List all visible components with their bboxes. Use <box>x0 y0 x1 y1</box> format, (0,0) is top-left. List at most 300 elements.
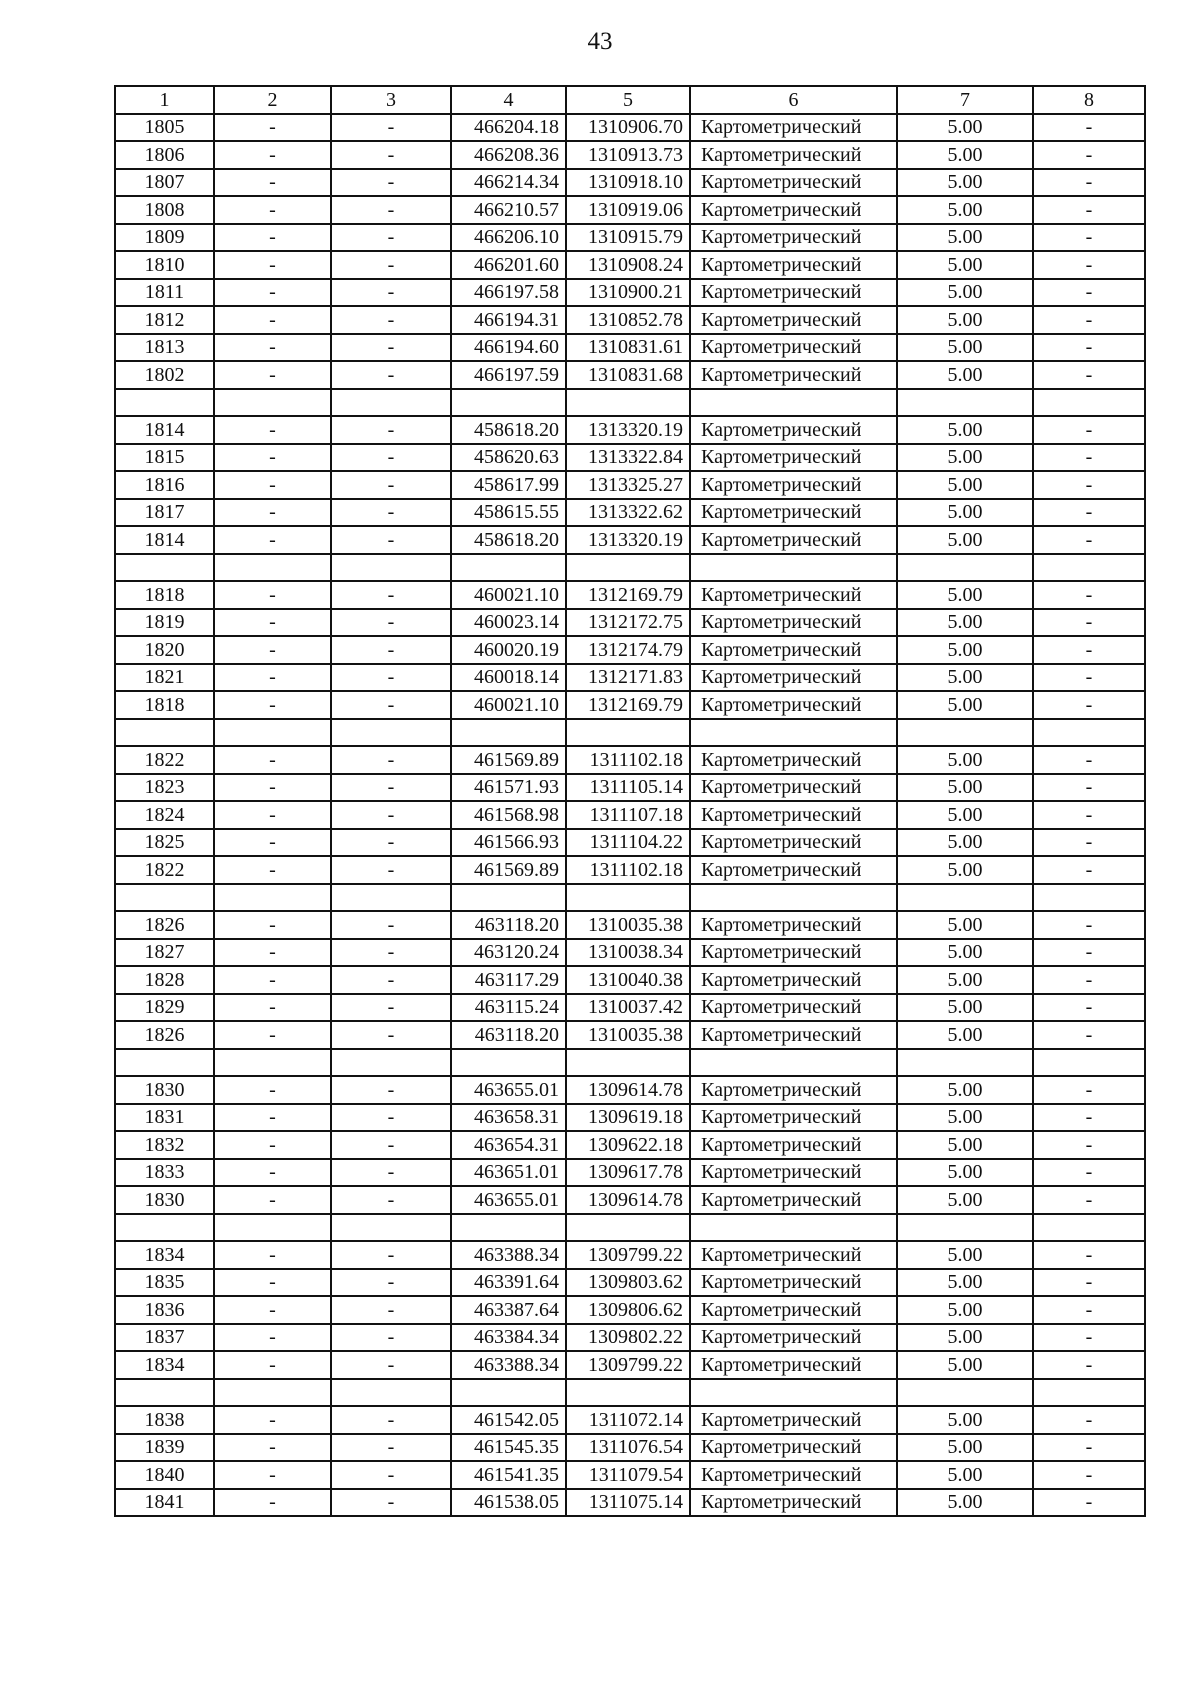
table-row <box>115 1406 1145 1434</box>
table-row <box>115 114 1145 142</box>
method-cell: Картометрический <box>690 141 897 169</box>
method-cell: Картометрический <box>690 1269 897 1297</box>
table-row <box>115 911 1145 939</box>
col8-cell: - <box>1033 416 1145 444</box>
col8-cell: - <box>1033 994 1145 1022</box>
method-cell: Картометрический <box>690 911 897 939</box>
y-coordinate-cell: 1311105.14 <box>566 774 690 802</box>
empty-cell <box>451 1049 566 1077</box>
col2-cell: - <box>214 499 331 527</box>
col3-cell: - <box>331 1489 451 1517</box>
x-coordinate-cell: 458618.20 <box>451 526 566 554</box>
table-row <box>115 581 1145 609</box>
method-cell: Картометрический <box>690 499 897 527</box>
x-coordinate-cell: 466197.59 <box>451 361 566 389</box>
table-row <box>115 499 1145 527</box>
table-row <box>115 526 1145 554</box>
accuracy-cell: 5.00 <box>897 829 1033 857</box>
method-cell: Картометрический <box>690 609 897 637</box>
col2-cell: - <box>214 1489 331 1517</box>
accuracy-cell: 5.00 <box>897 1159 1033 1187</box>
col8-cell: - <box>1033 1489 1145 1517</box>
point-number-cell: 1830 <box>115 1076 214 1104</box>
x-coordinate-cell: 460021.10 <box>451 691 566 719</box>
point-number-cell: 1815 <box>115 444 214 472</box>
method-cell: Картометрический <box>690 1324 897 1352</box>
separator-row <box>115 1379 1145 1407</box>
table-row <box>115 1021 1145 1049</box>
separator-row <box>115 554 1145 582</box>
y-coordinate-cell: 1309802.22 <box>566 1324 690 1352</box>
y-coordinate-cell: 1311107.18 <box>566 801 690 829</box>
col3-cell: - <box>331 1461 451 1489</box>
table-row <box>115 306 1145 334</box>
y-coordinate-cell: 1309614.78 <box>566 1076 690 1104</box>
method-cell: Картометрический <box>690 1489 897 1517</box>
method-cell: Картометрический <box>690 1021 897 1049</box>
point-number-cell: 1829 <box>115 994 214 1022</box>
col2-cell: - <box>214 994 331 1022</box>
coordinates-table <box>114 85 1146 1517</box>
empty-cell <box>1033 884 1145 912</box>
accuracy-cell: 5.00 <box>897 1076 1033 1104</box>
col3-cell: - <box>331 856 451 884</box>
point-number-cell: 1839 <box>115 1434 214 1462</box>
table-row <box>115 471 1145 499</box>
empty-cell <box>566 389 690 417</box>
x-coordinate-cell: 463115.24 <box>451 994 566 1022</box>
empty-cell <box>451 1379 566 1407</box>
table-row <box>115 196 1145 224</box>
col2-cell: - <box>214 911 331 939</box>
x-coordinate-cell: 466208.36 <box>451 141 566 169</box>
col8-cell: - <box>1033 939 1145 967</box>
y-coordinate-cell: 1309806.62 <box>566 1296 690 1324</box>
col8-cell: - <box>1033 691 1145 719</box>
method-cell: Картометрический <box>690 774 897 802</box>
y-coordinate-cell: 1311102.18 <box>566 856 690 884</box>
y-coordinate-cell: 1310040.38 <box>566 966 690 994</box>
col3-cell: - <box>331 279 451 307</box>
empty-cell <box>566 884 690 912</box>
x-coordinate-cell: 461545.35 <box>451 1434 566 1462</box>
method-cell: Картометрический <box>690 636 897 664</box>
col3-cell: - <box>331 636 451 664</box>
col3-cell: - <box>331 1021 451 1049</box>
method-cell: Картометрический <box>690 1351 897 1379</box>
empty-cell <box>897 884 1033 912</box>
accuracy-cell: 5.00 <box>897 994 1033 1022</box>
y-coordinate-cell: 1310919.06 <box>566 196 690 224</box>
accuracy-cell: 5.00 <box>897 774 1033 802</box>
x-coordinate-cell: 458618.20 <box>451 416 566 444</box>
table-row <box>115 994 1145 1022</box>
method-cell: Картометрический <box>690 471 897 499</box>
point-number-cell: 1802 <box>115 361 214 389</box>
col8-cell: - <box>1033 746 1145 774</box>
accuracy-cell: 5.00 <box>897 1406 1033 1434</box>
y-coordinate-cell: 1310035.38 <box>566 911 690 939</box>
col3-cell: - <box>331 691 451 719</box>
table-row <box>115 801 1145 829</box>
accuracy-cell: 5.00 <box>897 939 1033 967</box>
point-number-cell: 1822 <box>115 856 214 884</box>
y-coordinate-cell: 1310915.79 <box>566 224 690 252</box>
col8-cell: - <box>1033 829 1145 857</box>
point-number-cell: 1834 <box>115 1351 214 1379</box>
y-coordinate-cell: 1309619.18 <box>566 1104 690 1132</box>
empty-cell <box>331 884 451 912</box>
method-cell: Картометрический <box>690 1076 897 1104</box>
col8-cell: - <box>1033 1076 1145 1104</box>
col3-cell: - <box>331 1406 451 1434</box>
x-coordinate-cell: 461569.89 <box>451 746 566 774</box>
empty-cell <box>897 389 1033 417</box>
table-row <box>115 1324 1145 1352</box>
x-coordinate-cell: 466197.58 <box>451 279 566 307</box>
x-coordinate-cell: 463655.01 <box>451 1076 566 1104</box>
x-coordinate-cell: 463655.01 <box>451 1186 566 1214</box>
col2-cell: - <box>214 169 331 197</box>
col3-cell: - <box>331 1186 451 1214</box>
point-number-cell: 1818 <box>115 581 214 609</box>
point-number-cell: 1836 <box>115 1296 214 1324</box>
column-header-3: 3 <box>331 86 451 114</box>
point-number-cell: 1814 <box>115 416 214 444</box>
point-number-cell: 1826 <box>115 911 214 939</box>
method-cell: Картометрический <box>690 939 897 967</box>
point-number-cell: 1840 <box>115 1461 214 1489</box>
empty-cell <box>690 884 897 912</box>
column-header-6: 6 <box>690 86 897 114</box>
accuracy-cell: 5.00 <box>897 416 1033 444</box>
method-cell: Картометрический <box>690 1296 897 1324</box>
col2-cell: - <box>214 1076 331 1104</box>
empty-cell <box>1033 554 1145 582</box>
y-coordinate-cell: 1312169.79 <box>566 691 690 719</box>
point-number-cell: 1831 <box>115 1104 214 1132</box>
accuracy-cell: 5.00 <box>897 251 1033 279</box>
accuracy-cell: 5.00 <box>897 1131 1033 1159</box>
method-cell: Картометрический <box>690 251 897 279</box>
col3-cell: - <box>331 196 451 224</box>
x-coordinate-cell: 460018.14 <box>451 664 566 692</box>
y-coordinate-cell: 1310906.70 <box>566 114 690 142</box>
accuracy-cell: 5.00 <box>897 911 1033 939</box>
y-coordinate-cell: 1309803.62 <box>566 1269 690 1297</box>
col3-cell: - <box>331 114 451 142</box>
accuracy-cell: 5.00 <box>897 609 1033 637</box>
col8-cell: - <box>1033 609 1145 637</box>
col2-cell: - <box>214 361 331 389</box>
empty-cell <box>897 1214 1033 1242</box>
y-coordinate-cell: 1310038.34 <box>566 939 690 967</box>
method-cell: Картометрический <box>690 169 897 197</box>
col8-cell: - <box>1033 499 1145 527</box>
method-cell: Картометрический <box>690 1461 897 1489</box>
table-row <box>115 361 1145 389</box>
method-cell: Картометрический <box>690 306 897 334</box>
table-row <box>115 1241 1145 1269</box>
col2-cell: - <box>214 1406 331 1434</box>
col2-cell: - <box>214 1434 331 1462</box>
empty-cell <box>1033 1214 1145 1242</box>
point-number-cell: 1824 <box>115 801 214 829</box>
point-number-cell: 1825 <box>115 829 214 857</box>
col2-cell: - <box>214 691 331 719</box>
col3-cell: - <box>331 1076 451 1104</box>
col3-cell: - <box>331 774 451 802</box>
x-coordinate-cell: 460023.14 <box>451 609 566 637</box>
table-row <box>115 1104 1145 1132</box>
x-coordinate-cell: 463384.34 <box>451 1324 566 1352</box>
table-row <box>115 636 1145 664</box>
separator-row <box>115 1049 1145 1077</box>
method-cell: Картометрический <box>690 746 897 774</box>
y-coordinate-cell: 1310900.21 <box>566 279 690 307</box>
point-number-cell: 1809 <box>115 224 214 252</box>
col2-cell: - <box>214 416 331 444</box>
empty-cell <box>214 1214 331 1242</box>
x-coordinate-cell: 463118.20 <box>451 911 566 939</box>
col8-cell: - <box>1033 196 1145 224</box>
x-coordinate-cell: 463658.31 <box>451 1104 566 1132</box>
col2-cell: - <box>214 1131 331 1159</box>
point-number-cell: 1832 <box>115 1131 214 1159</box>
x-coordinate-cell: 463117.29 <box>451 966 566 994</box>
col8-cell: - <box>1033 966 1145 994</box>
col2-cell: - <box>214 1241 331 1269</box>
col2-cell: - <box>214 279 331 307</box>
col8-cell: - <box>1033 279 1145 307</box>
accuracy-cell: 5.00 <box>897 581 1033 609</box>
empty-cell <box>690 554 897 582</box>
method-cell: Картометрический <box>690 334 897 362</box>
col8-cell: - <box>1033 169 1145 197</box>
y-coordinate-cell: 1310831.68 <box>566 361 690 389</box>
point-number-cell: 1838 <box>115 1406 214 1434</box>
col3-cell: - <box>331 1131 451 1159</box>
accuracy-cell: 5.00 <box>897 224 1033 252</box>
col8-cell: - <box>1033 801 1145 829</box>
empty-cell <box>115 1214 214 1242</box>
table-row <box>115 1489 1145 1517</box>
col8-cell: - <box>1033 1021 1145 1049</box>
col8-cell: - <box>1033 1131 1145 1159</box>
table-row <box>115 334 1145 362</box>
y-coordinate-cell: 1309614.78 <box>566 1186 690 1214</box>
accuracy-cell: 5.00 <box>897 1461 1033 1489</box>
empty-cell <box>690 1214 897 1242</box>
col2-cell: - <box>214 801 331 829</box>
col3-cell: - <box>331 1269 451 1297</box>
empty-cell <box>897 554 1033 582</box>
empty-cell <box>331 1379 451 1407</box>
col8-cell: - <box>1033 1461 1145 1489</box>
separator-row <box>115 719 1145 747</box>
empty-cell <box>115 554 214 582</box>
x-coordinate-cell: 466194.60 <box>451 334 566 362</box>
method-cell: Картометрический <box>690 856 897 884</box>
col2-cell: - <box>214 1461 331 1489</box>
y-coordinate-cell: 1311072.14 <box>566 1406 690 1434</box>
col3-cell: - <box>331 499 451 527</box>
method-cell: Картометрический <box>690 801 897 829</box>
table-row <box>115 141 1145 169</box>
empty-cell <box>1033 1049 1145 1077</box>
point-number-cell: 1837 <box>115 1324 214 1352</box>
method-cell: Картометрический <box>690 361 897 389</box>
empty-cell <box>690 389 897 417</box>
empty-cell <box>690 1379 897 1407</box>
table-row <box>115 829 1145 857</box>
col3-cell: - <box>331 581 451 609</box>
point-number-cell: 1806 <box>115 141 214 169</box>
accuracy-cell: 5.00 <box>897 279 1033 307</box>
col3-cell: - <box>331 746 451 774</box>
column-header-7: 7 <box>897 86 1033 114</box>
x-coordinate-cell: 463118.20 <box>451 1021 566 1049</box>
accuracy-cell: 5.00 <box>897 334 1033 362</box>
col3-cell: - <box>331 1351 451 1379</box>
col3-cell: - <box>331 444 451 472</box>
x-coordinate-cell: 458617.99 <box>451 471 566 499</box>
accuracy-cell: 5.00 <box>897 499 1033 527</box>
method-cell: Картометрический <box>690 1186 897 1214</box>
table-row <box>115 1159 1145 1187</box>
accuracy-cell: 5.00 <box>897 1296 1033 1324</box>
col3-cell: - <box>331 526 451 554</box>
table-row <box>115 746 1145 774</box>
y-coordinate-cell: 1312172.75 <box>566 609 690 637</box>
method-cell: Картометрический <box>690 1434 897 1462</box>
col8-cell: - <box>1033 1104 1145 1132</box>
col2-cell: - <box>214 1324 331 1352</box>
col2-cell: - <box>214 636 331 664</box>
empty-cell <box>214 719 331 747</box>
y-coordinate-cell: 1311104.22 <box>566 829 690 857</box>
empty-cell <box>451 554 566 582</box>
col2-cell: - <box>214 444 331 472</box>
col2-cell: - <box>214 251 331 279</box>
empty-cell <box>115 1379 214 1407</box>
col2-cell: - <box>214 141 331 169</box>
table-row <box>115 279 1145 307</box>
empty-cell <box>566 1379 690 1407</box>
y-coordinate-cell: 1310852.78 <box>566 306 690 334</box>
y-coordinate-cell: 1313322.84 <box>566 444 690 472</box>
method-cell: Картометрический <box>690 1131 897 1159</box>
page-number: 43 <box>587 28 613 55</box>
point-number-cell: 1820 <box>115 636 214 664</box>
col3-cell: - <box>331 224 451 252</box>
x-coordinate-cell: 466194.31 <box>451 306 566 334</box>
col2-cell: - <box>214 581 331 609</box>
table-row <box>115 444 1145 472</box>
y-coordinate-cell: 1313322.62 <box>566 499 690 527</box>
point-number-cell: 1813 <box>115 334 214 362</box>
x-coordinate-cell: 461566.93 <box>451 829 566 857</box>
x-coordinate-cell: 466201.60 <box>451 251 566 279</box>
col8-cell: - <box>1033 1351 1145 1379</box>
col2-cell: - <box>214 1021 331 1049</box>
empty-cell <box>331 1214 451 1242</box>
accuracy-cell: 5.00 <box>897 444 1033 472</box>
col8-cell: - <box>1033 1186 1145 1214</box>
empty-cell <box>897 719 1033 747</box>
point-number-cell: 1819 <box>115 609 214 637</box>
col2-cell: - <box>214 774 331 802</box>
col3-cell: - <box>331 939 451 967</box>
column-header-5: 5 <box>566 86 690 114</box>
table-row <box>115 1461 1145 1489</box>
empty-cell <box>214 1379 331 1407</box>
col8-cell: - <box>1033 334 1145 362</box>
point-number-cell: 1830 <box>115 1186 214 1214</box>
x-coordinate-cell: 463388.34 <box>451 1241 566 1269</box>
accuracy-cell: 5.00 <box>897 1351 1033 1379</box>
table-row <box>115 856 1145 884</box>
method-cell: Картометрический <box>690 526 897 554</box>
col8-cell: - <box>1033 1406 1145 1434</box>
col2-cell: - <box>214 114 331 142</box>
table-row <box>115 609 1145 637</box>
method-cell: Картометрический <box>690 416 897 444</box>
col8-cell: - <box>1033 444 1145 472</box>
col3-cell: - <box>331 169 451 197</box>
col2-cell: - <box>214 966 331 994</box>
point-number-cell: 1822 <box>115 746 214 774</box>
point-number-cell: 1826 <box>115 1021 214 1049</box>
separator-row <box>115 389 1145 417</box>
table-row <box>115 1434 1145 1462</box>
col8-cell: - <box>1033 141 1145 169</box>
col3-cell: - <box>331 334 451 362</box>
accuracy-cell: 5.00 <box>897 636 1033 664</box>
x-coordinate-cell: 458615.55 <box>451 499 566 527</box>
col3-cell: - <box>331 416 451 444</box>
empty-cell <box>1033 719 1145 747</box>
accuracy-cell: 5.00 <box>897 801 1033 829</box>
separator-row <box>115 884 1145 912</box>
empty-cell <box>214 1049 331 1077</box>
col3-cell: - <box>331 664 451 692</box>
empty-cell <box>566 554 690 582</box>
y-coordinate-cell: 1313325.27 <box>566 471 690 499</box>
col2-cell: - <box>214 1104 331 1132</box>
point-number-cell: 1818 <box>115 691 214 719</box>
y-coordinate-cell: 1311102.18 <box>566 746 690 774</box>
y-coordinate-cell: 1311076.54 <box>566 1434 690 1462</box>
col8-cell: - <box>1033 306 1145 334</box>
col2-cell: - <box>214 1186 331 1214</box>
y-coordinate-cell: 1311075.14 <box>566 1489 690 1517</box>
x-coordinate-cell: 463651.01 <box>451 1159 566 1187</box>
table-row <box>115 664 1145 692</box>
accuracy-cell: 5.00 <box>897 856 1033 884</box>
point-number-cell: 1828 <box>115 966 214 994</box>
accuracy-cell: 5.00 <box>897 196 1033 224</box>
x-coordinate-cell: 461538.05 <box>451 1489 566 1517</box>
col3-cell: - <box>331 1159 451 1187</box>
col2-cell: - <box>214 1351 331 1379</box>
column-header-2: 2 <box>214 86 331 114</box>
y-coordinate-cell: 1313320.19 <box>566 416 690 444</box>
point-number-cell: 1814 <box>115 526 214 554</box>
accuracy-cell: 5.00 <box>897 141 1033 169</box>
empty-cell <box>451 719 566 747</box>
method-cell: Картометрический <box>690 1241 897 1269</box>
